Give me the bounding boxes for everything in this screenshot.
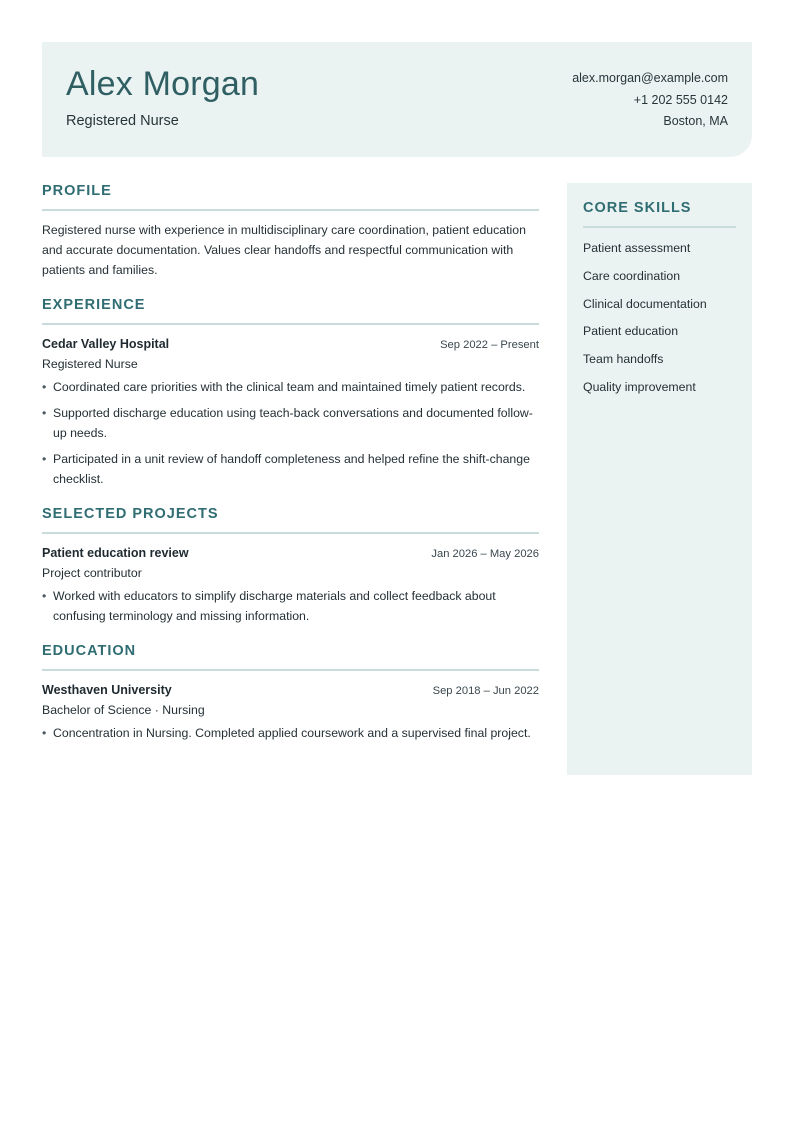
contact-phone: +1 202 555 0142 <box>633 92 728 107</box>
entry-header <box>42 546 539 560</box>
contact-location: Boston, MA <box>663 114 728 128</box>
project-entry <box>42 546 539 626</box>
skill-item: Team handoffs <box>583 352 664 367</box>
bullet-icon: • <box>42 589 47 603</box>
experience-entry <box>42 337 539 489</box>
entry-organization: Patient education review <box>42 546 189 560</box>
bullet-text: Concentration in Nursing. Completed applied coursework and a supervised final project. <box>53 726 531 740</box>
education-entry <box>42 683 539 743</box>
entry-role: Bachelor of Science · Nursing <box>42 703 205 717</box>
bullet-item <box>42 723 539 743</box>
section-heading: SELECTED PROJECTS <box>42 505 539 534</box>
entry-dates: Sep 2018 – Jun 2022 <box>432 685 539 697</box>
entry-organization: Westhaven University <box>42 683 172 697</box>
contact-block <box>572 71 728 136</box>
main-column <box>42 182 539 759</box>
section-heading: EXPERIENCE <box>42 296 539 325</box>
projects-section <box>42 505 539 626</box>
entry-role: Registered Nurse <box>42 357 138 371</box>
entry-bullets <box>42 586 539 626</box>
education-section <box>42 642 539 743</box>
resume-header <box>42 42 752 157</box>
bullet-item <box>42 403 539 443</box>
entry-role: Project contributor <box>42 566 142 580</box>
bullet-icon: • <box>42 406 47 420</box>
entry-bullets <box>42 723 539 743</box>
contact-email[interactable]: alex.morgan@example.com <box>572 71 728 85</box>
bullet-icon: • <box>42 380 47 394</box>
experience-section <box>42 296 539 489</box>
entry-header <box>42 337 539 351</box>
bullet-item <box>42 377 539 397</box>
section-heading: EDUCATION <box>42 642 539 671</box>
profile-section <box>42 182 539 280</box>
bullet-icon: • <box>42 452 47 466</box>
entry-organization: Cedar Valley Hospital <box>42 337 170 351</box>
skill-item: Quality improvement <box>583 379 696 394</box>
entry-dates: Jan 2026 – May 2026 <box>431 548 539 560</box>
bullet-text: Participated in a unit review of handoff completeness and helped refine the shift-change checklist. <box>53 452 530 486</box>
bullet-icon: • <box>42 726 47 740</box>
candidate-title: Registered Nurse <box>66 113 179 129</box>
bullet-text: Worked with educators to simplify discharge materials and collect feedback about confusing terminology and missing information. <box>53 589 496 623</box>
bullet-text: Coordinated care priorities with the clinical team and maintained timely patient records. <box>53 380 526 394</box>
skills-sidebar <box>567 183 752 775</box>
bullet-item <box>42 586 539 626</box>
entry-dates: Sep 2022 – Present <box>440 339 539 351</box>
skill-item: Clinical documentation <box>583 296 707 311</box>
bullet-text: Supported discharge education using teach-back conversations and documented follow-up needs. <box>53 406 533 440</box>
bullet-item <box>42 449 539 489</box>
entry-bullets <box>42 377 539 489</box>
candidate-name: Alex Morgan <box>66 65 260 103</box>
skill-item: Patient education <box>583 324 679 339</box>
section-heading: PROFILE <box>42 182 539 211</box>
entry-header <box>42 683 539 697</box>
profile-text: Registered nurse with experience in multidisciplinary care coordination, patient education and accurate documentation. Values clear handoffs and respectful communication with patients and families. <box>42 223 526 277</box>
section-heading: CORE SKILLS <box>583 199 736 228</box>
skills-list <box>583 240 736 407</box>
skill-item: Patient assessment <box>583 241 691 255</box>
skill-item: Care coordination <box>583 268 681 283</box>
